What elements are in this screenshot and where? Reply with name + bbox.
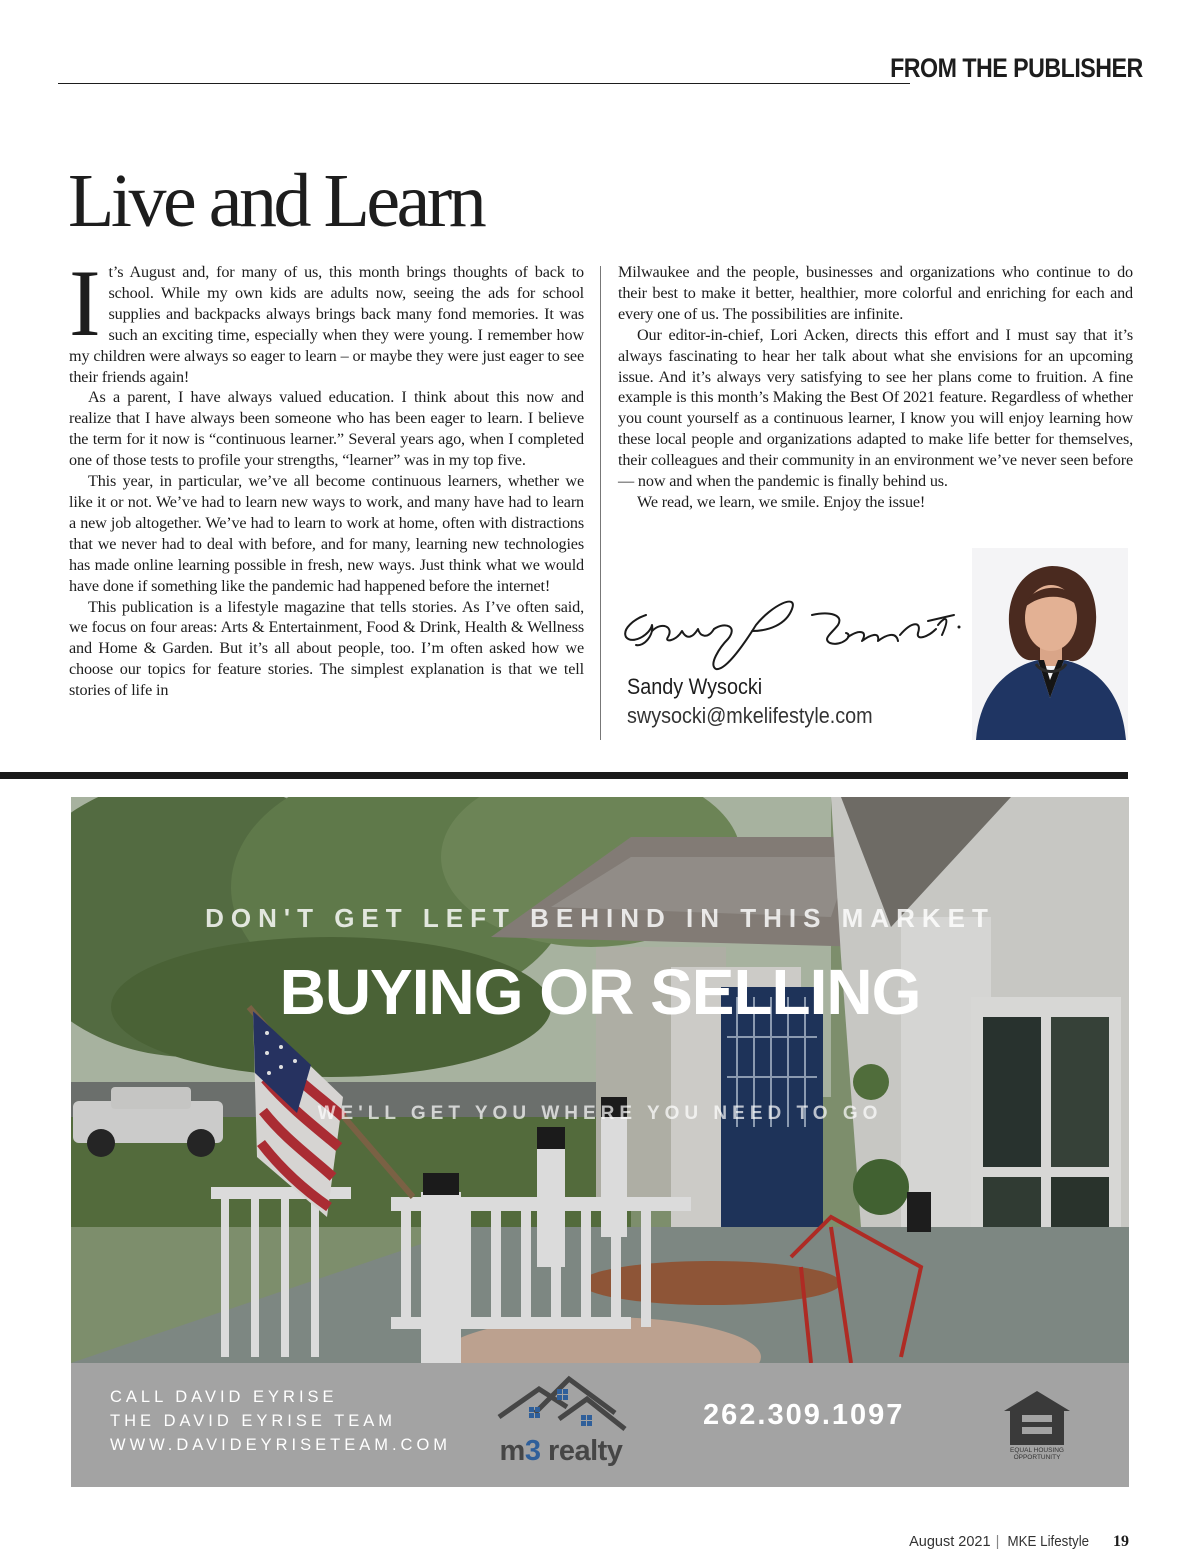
author-email[interactable]: swysocki@mkelifestyle.com [627,703,873,728]
article-column-right [618,262,1133,513]
article-paragraph [69,250,584,387]
author-name: Sandy Wysocki [627,674,763,699]
issue-date: August 2021 [909,1534,991,1550]
ad-website-link[interactable]: WWW.DAVIDEYRISETEAM.COM [110,1436,452,1454]
author-portrait [972,548,1128,740]
ad-contact-line: CALL DAVID EYRISE [110,1388,338,1406]
article-headline: Live and Learn [68,159,484,243]
advertisement-rule [0,772,1128,779]
ad-contact-block [110,1385,451,1457]
drop-cap: I [69,250,101,356]
ad-phone-number[interactable]: 262.309.1097 [703,1399,905,1431]
ad-contact-bar [71,1363,1129,1487]
article-paragraph: This year, in particular, we’ve all become continuous learners, whether we like it or not. We’ve had to learn new ways to work, and many have had to learn a new job altogether. We’ve had to learn to work at home, often with distractions that we never had to deal with before, and for many, learning new technologies has made online learning possible in fresh, new ways. Just think what we would have done if something like the pandemic had happened before the internet! [69,472,584,595]
equal-housing-icon [1002,1389,1072,1447]
ad-title: BUYING OR SELLING [279,956,921,1028]
article-paragraph: Our editor-in-chief, Lori Acken, directs this effort and I must say that it’s always fascinating to hear her talk about what she envisions for an upcoming issue. And it’s always very satisfying to see her plans come to fruition. A fine example is this month’s Making the Best Of 2021 feature. Regardless of whether you count yourself as a continuous learner, I know you will enjoy learning how these local people and organizations adapted to make life better for themselves, their colleagues and their community in an environment we’ve never seen before — now and when the pandemic is finally behind us. [618,325,1133,491]
section-rule [58,83,910,84]
ad-contact-line: THE DAVID EYRISE TEAM [110,1412,397,1430]
ad-subtitle: WE'LL GET YOU WHERE YOU NEED TO GO [317,1103,883,1124]
real-estate-advertisement[interactable] [71,797,1129,1487]
ad-kicker: DON'T GET LEFT BEHIND IN THIS MARKET [205,903,995,933]
m3-realty-logo-text [489,1435,633,1468]
logo-prefix: m [499,1435,525,1467]
porch-photo [71,797,1129,1363]
logo-number: 3 [524,1435,541,1467]
article-paragraph: This publication is a lifestyle magazine that tells stories. As I’ve often said, we focus on four areas: Arts & Entertainment, Food & Drink, Health & Wellness and Home & Garden. But it’s all about people, too. I’m often asked how we choose our topics for feature stories. The simplest explanation is that we tell stories of life in [69,597,584,700]
publication-name: MKE Lifestyle [1007,1534,1090,1550]
article-paragraph: We read, we learn, we smile. Enjoy the issue! [637,492,926,511]
column-divider [600,266,601,740]
article-paragraph: Milwaukee and the people, businesses and organizations who continue to do their best to make it better, healthier, more colorful and enriching for each and every one of us. The possibilities are infinite. [618,263,1133,323]
article-paragraph: As a parent, I have always valued education. I think about this now and realize that I have always been someone who has been eager to learn. I believe the term for it now is “continuous learner.” Several years ago, when I completed one of those tests to profile your strengths, “learner” was in my top five. [69,388,584,470]
footer-separator: | [995,1534,1000,1550]
handwritten-signature [616,585,966,675]
page-number: 19 [1113,1533,1129,1550]
paragraph-text: t’s August and, for many of us, this month brings thoughts of back to school. While my own kids are adults now, seeing the ads for school supplies and backpacks always brings back many fond memories. It was such an exciting time, especially when they were young. I remember how my children were always so eager to learn – or maybe they were just eager to see their friends again! [69,263,584,386]
logo-suffix: realty [540,1435,623,1467]
page-footer [909,1533,1129,1551]
section-label: FROM THE PUBLISHER [890,53,1143,83]
article-column-left [69,250,584,701]
equal-housing-text: EQUAL HOUSING OPPORTUNITY [1010,1447,1064,1461]
